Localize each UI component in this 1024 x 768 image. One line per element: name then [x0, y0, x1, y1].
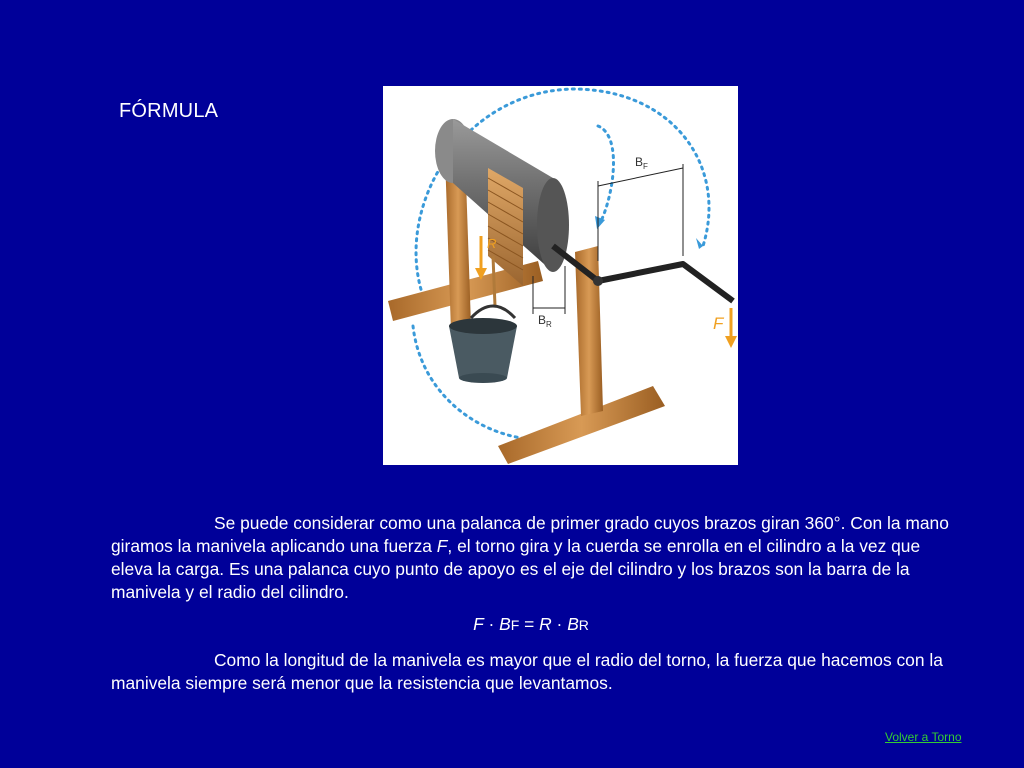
label-r: R: [487, 236, 497, 251]
label-bf: $B_F$: [635, 155, 648, 171]
paragraph-2: Como la longitud de la manivela es mayor que el radio del torno, la fuerza que hacemos con la manivela siempre será menor que la resistencia que levantamos.: [111, 650, 943, 693]
page-title: FÓRMULA: [119, 100, 219, 122]
paragraph-1: Se puede considerar como una palanca de primer grado cuyos brazos giran 360°. Con la mano giramos la manivela aplicando una fuerza F, el torno gira y la cuerda se enrolla en el cilindro a la vez que eleva la carga. Es una palanca cuyo punto de apoyo es el eje del cilindro y los brazos son la barra de la manivela y el radio del cilindro.: [111, 513, 949, 602]
label-br: $B_R$: [538, 313, 552, 329]
formula: F · BF = R · BR: [473, 614, 589, 634]
description: [111, 512, 951, 695]
windlass-illustration: [383, 86, 738, 465]
back-to-torno-link[interactable]: Volver a Torno: [885, 730, 962, 744]
label-f: F: [713, 314, 724, 333]
